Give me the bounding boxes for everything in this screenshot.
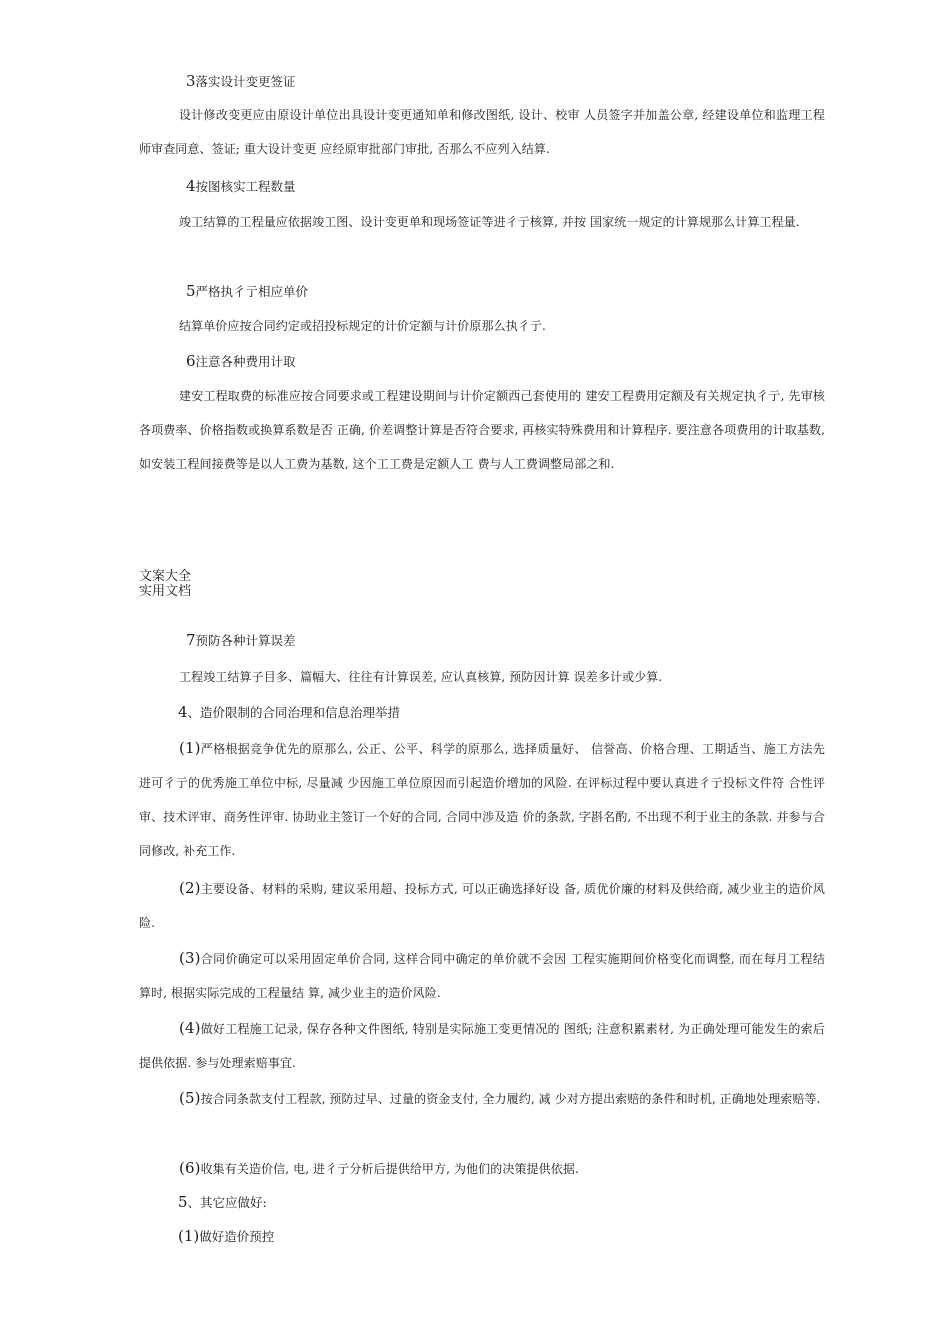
- paragraph-5-text: 结算单价应按合同约定或招投标规定的计价定额与计价原那么执彳亍.: [179, 319, 546, 333]
- section-4-text: 、造价限制的合同治理和信息治理举措: [187, 705, 401, 720]
- footer-line-1: 文案大全: [139, 569, 192, 584]
- item-3: [139, 941, 825, 1010]
- item-1: [139, 731, 825, 868]
- item-5: [139, 1081, 825, 1116]
- heading-7-text: 预防各种计算误差: [195, 633, 296, 648]
- section-4-heading: [178, 703, 400, 722]
- item-4: [139, 1011, 825, 1080]
- item-6-number: (6): [179, 1159, 201, 1177]
- sub-item-1-text: 做好造价预控: [199, 1229, 275, 1244]
- item-2-text: [139, 871, 825, 940]
- item-3-number: (3): [179, 949, 201, 967]
- section-5-heading: [178, 1193, 267, 1212]
- paragraph-7: [139, 660, 825, 694]
- heading-5-text: 严格执彳亍相应单价: [195, 284, 309, 299]
- item-5-number: (5): [179, 1089, 201, 1107]
- heading-7-number: 7: [186, 631, 196, 649]
- paragraph-4: [139, 205, 825, 239]
- heading-6: [186, 352, 296, 371]
- paragraph-3: [139, 98, 825, 166]
- item-2-number: (2): [179, 879, 201, 897]
- item-4-number: (4): [179, 1019, 201, 1037]
- item-4-text: [139, 1011, 825, 1080]
- heading-6-number: 6: [186, 352, 196, 370]
- heading-3-number: 3: [186, 72, 196, 90]
- heading-5: [186, 282, 308, 301]
- item-1-body: 严格根据竞争优先的原那么, 公正、公平、科学的原那么, 选择质量好、 信誉高、价格合理、工期适当、施工方法先进可彳亍的优秀施工单位中标, 尽量减 少因施工单位原因而引起造价增加的风险. 在评标过程中要认真进彳亍投标文件符 合性评审、技术评审、商务性评审. 协助业主签订一个好的合同, 合同中涉及造 价的条款, 字斟名酌, 不出现不利于业主的条款. 并参与合同修改, 补充工作.: [139, 742, 825, 858]
- item-5-text: [139, 1081, 825, 1116]
- item-6-text: [139, 1151, 825, 1186]
- heading-6-text: 注意各种费用计取: [195, 354, 296, 369]
- item-3-body: 合同价确定可以采用固定单价合同, 这样合同中确定的单价就不会因 工程实施期间价格变化而调整, 而在每月工程结算时, 根据实际完成的工程量结 算, 减少业主的造价风险.: [139, 952, 825, 1000]
- item-5-body: 按合同条款支付工程款, 预防过早、过量的资金支付, 全力履约, 减 少对方提出索赔的条件和时机, 正确地处理索赔等.: [200, 1092, 821, 1106]
- item-4-body: 做好工程施工记录, 保存各种文件图纸, 特别是实际施工变更情况的 图纸; 注意积累素材, 为正确处理可能发生的索后提供依据. 参与处理索赔事宜.: [139, 1022, 825, 1070]
- paragraph-5: [139, 309, 825, 343]
- section-5-text: 、其它应做好:: [187, 1195, 267, 1210]
- item-2-body: 主要设备、材料的采购, 建议采用超、投标方式, 可以正确选择好设 备, 质优价廉的材料及供给商, 减少业主的造价风险.: [139, 882, 825, 930]
- item-6: [139, 1151, 825, 1186]
- paragraph-6-text: 建安工程取费的标准应按合同要求或工程建设期间与计价定额西己套使用的 建安工程费用定额及有关规定执彳亍, 先审核各项费率、价格指数或换算系数是否 正确, 价差调整计算是否符合要求, 再核实特殊费用和计算程序. 要注意各项费用的计取基数, 如安装工程间接费等是以人工费为基数, 这个工工费是定额人工 费与人工费调整局部之和.: [139, 389, 825, 471]
- heading-4-number: 4: [186, 177, 196, 195]
- heading-5-number: 5: [186, 282, 196, 300]
- section-5-number: 5: [178, 1193, 188, 1211]
- paragraph-4-text: 竣工结算的工程量应依据竣工图、设计变更单和现场签证等进彳亍核算, 并按 国家统一规定的计算规那么计算工程量.: [179, 215, 800, 229]
- heading-4: [186, 177, 296, 196]
- heading-7: [186, 631, 296, 650]
- heading-3-text: 落实设计变更签证: [195, 74, 296, 89]
- section-4-number: 4: [178, 703, 188, 721]
- heading-3: [186, 72, 296, 91]
- item-6-body: 收集有关造价信, 电, 进彳亍分析后提供给甲方, 为他们的决策提供依据.: [200, 1162, 579, 1176]
- sub-item-1: [178, 1227, 274, 1246]
- item-1-text: [139, 731, 825, 868]
- paragraph-6: [139, 379, 825, 481]
- sub-item-1-number: (1): [178, 1227, 200, 1245]
- item-2: [139, 871, 825, 940]
- heading-4-text: 按图核实工程数量: [195, 179, 296, 194]
- paragraph-3-text: 设计修改变更应由原设计单位出具设计变更通知单和修改图纸, 设计、校审 人员签字并加盖公章, 经建设单位和监理工程师审查同意、签证; 重大设计变更 应经原审批部门审批, 否那么不应列入结算.: [139, 108, 825, 156]
- item-3-text: [139, 941, 825, 1010]
- item-1-number: (1): [179, 739, 201, 757]
- footer-line-2: 实用文档: [139, 584, 192, 599]
- paragraph-7-text: 工程竣工结算子目多、篇幅大、往往有计算误差, 应认真核算, 预防因计算 误差多计或少算.: [179, 670, 663, 684]
